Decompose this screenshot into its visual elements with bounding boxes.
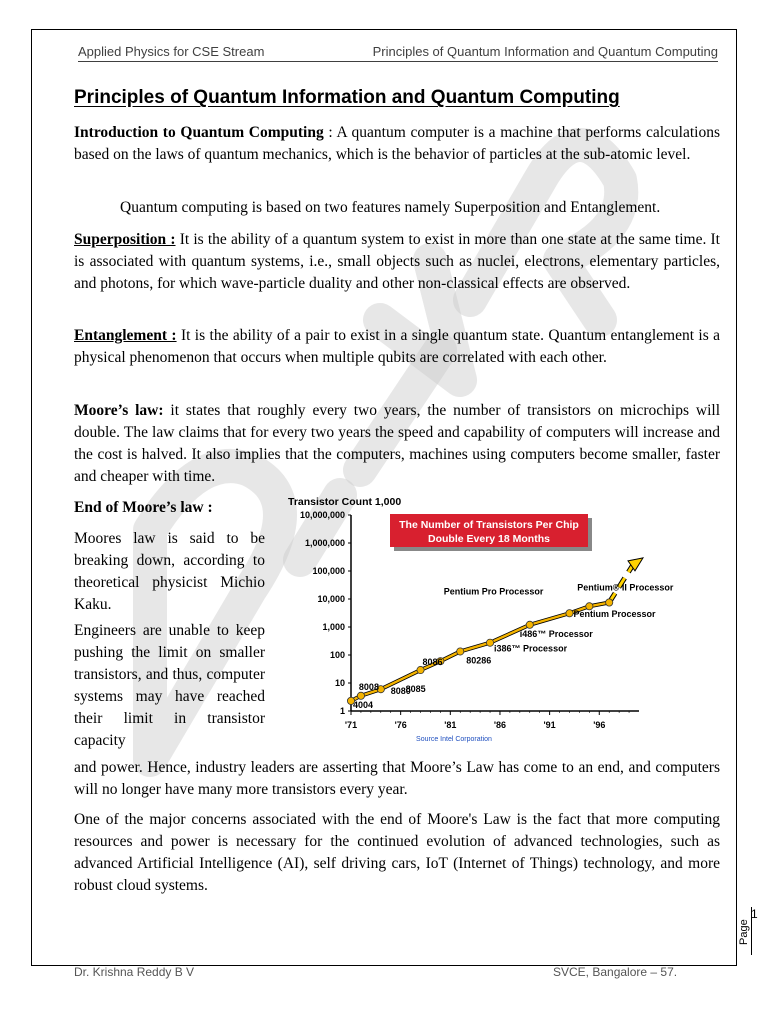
x-tick-label: '86: [493, 720, 507, 730]
x-tick-label: '76: [394, 720, 407, 730]
x-tick-label: '96: [593, 720, 606, 730]
data-label: 8008: [358, 681, 379, 692]
chart-source: Source Intel Corporation: [416, 736, 492, 743]
data-label: Pentium Processor: [573, 609, 656, 620]
moores-law-chart: [284, 490, 674, 746]
data-label: 8085: [405, 684, 426, 695]
page-number: 1: [751, 907, 758, 921]
data-label: 8086: [422, 657, 443, 668]
chart-title: Transistor Count 1,000: [288, 496, 402, 508]
end-moores-column: [74, 497, 265, 752]
data-point: [417, 666, 424, 673]
data-label: Pentium® II Processor: [577, 582, 674, 593]
data-label: i386™ Processor: [494, 643, 568, 654]
data-point: [357, 692, 364, 699]
intro-label: Introduction to Quantum Computing: [74, 124, 324, 141]
data-label: i486™ Processor: [519, 628, 593, 639]
data-label: 80286: [466, 655, 492, 666]
y-tick-label: 1,000: [322, 622, 345, 632]
moores-law-label: Moore’s law:: [74, 402, 164, 419]
concerns-paragraph: One of the major concerns associated with the end of Moore's Law is the fact that more computing resources and power is necessary for the continued evolution of advanced technologies, such as advanced Artificial Intelligence (AI), self driving cars, IoT (Internet of Things) technology, and more robust cloud systems.: [74, 811, 720, 894]
y-tick-label: 100,000: [312, 566, 345, 576]
data-label: 8080: [390, 686, 411, 697]
data-label: Pentium Pro Processor: [443, 586, 544, 597]
entanglement-text: It is the ability of a pair to exist in a single quantum state. Quantum entanglement is a physical phenomenon that occurs when multiple qubits are correlated with each other.: [74, 327, 720, 366]
x-tick-label: '71: [344, 720, 358, 730]
intro-paragraph: [74, 122, 720, 166]
running-header: [78, 44, 718, 62]
chart-banner-line-2: Double Every 18 Months: [428, 533, 550, 545]
chart-marks: [347, 558, 673, 710]
footer-right: SVCE, Bangalore – 57.: [553, 965, 678, 979]
data-point: [566, 610, 573, 617]
superposition-label: Superposition :: [74, 231, 176, 248]
engineers-paragraph-continued: and power. Hence, industry leaders are asserting that Moore’s Law has come to an end, and computers will no longer have many more transistors every year.: [74, 759, 720, 798]
engineers-paragraph: Engineers are unable to keep pushing the limit on smaller transistors, and thus, computer systems may have reached their limit in transistor capacity: [74, 622, 265, 749]
entanglement-label: Entanglement :: [74, 327, 177, 344]
y-tick-label: 1,000,000: [304, 538, 345, 548]
y-tick-label: 10,000: [317, 594, 345, 604]
y-tick-label: 1: [339, 706, 345, 716]
data-label: 4004: [353, 699, 374, 710]
moores-law-paragraph: [74, 400, 720, 488]
page-title: Principles of Quantum Information and Quantum Computing: [74, 87, 620, 108]
end-moores-heading: End of Moore’s law :: [74, 499, 213, 516]
footer-left: Dr. Krishna Reddy B V: [74, 965, 195, 979]
transistor-curve: [351, 602, 609, 700]
superposition-text: It is the ability of a quantum system to exist in more than one state at the same time. It is associated with quantum systems, i.e., small objects such as nuclei, electrons, elementary particles, and photons, for which wave-particle duality and other non-classical effects are observed.: [74, 231, 720, 292]
features-paragraph: Quantum computing is based on two features namely Superposition and Entanglement.: [120, 199, 661, 216]
entanglement-paragraph: [74, 325, 720, 369]
data-point: [486, 639, 493, 646]
superposition-paragraph: [74, 229, 720, 295]
kaku-paragraph: Moores law is said to be breaking down, according to theoretical physicist Michio Kaku.: [74, 530, 265, 613]
moores-law-text: it states that roughly every two years, the number of transistors on microchips will double. The law claims that for every two years the speed and capability of computers will increase and the cost is halved. It also implies that the computers, machines using computers become smaller, faster and cheaper with time.: [74, 402, 721, 485]
data-point: [606, 599, 613, 606]
y-tick-label: 10,000,000: [299, 510, 345, 520]
data-point: [526, 621, 533, 628]
header-left: Applied Physics for CSE Stream: [78, 44, 265, 59]
page-label: Page: [738, 919, 750, 945]
y-tick-label: 100: [329, 650, 345, 660]
x-tick-label: '81: [444, 720, 457, 730]
y-tick-label: 10: [334, 678, 345, 688]
header-right: Principles of Quantum Information and Quantum Computing: [372, 44, 718, 59]
data-point: [457, 648, 464, 655]
intro-text: : A quantum computer is a machine that performs calculations based on the laws of quantum mechanics, which is the behavior of particles at the sub-atomic level.: [74, 124, 720, 163]
chart-banner-line-1: The Number of Transistors Per Chip: [399, 519, 579, 531]
x-tick-label: '91: [543, 720, 556, 730]
